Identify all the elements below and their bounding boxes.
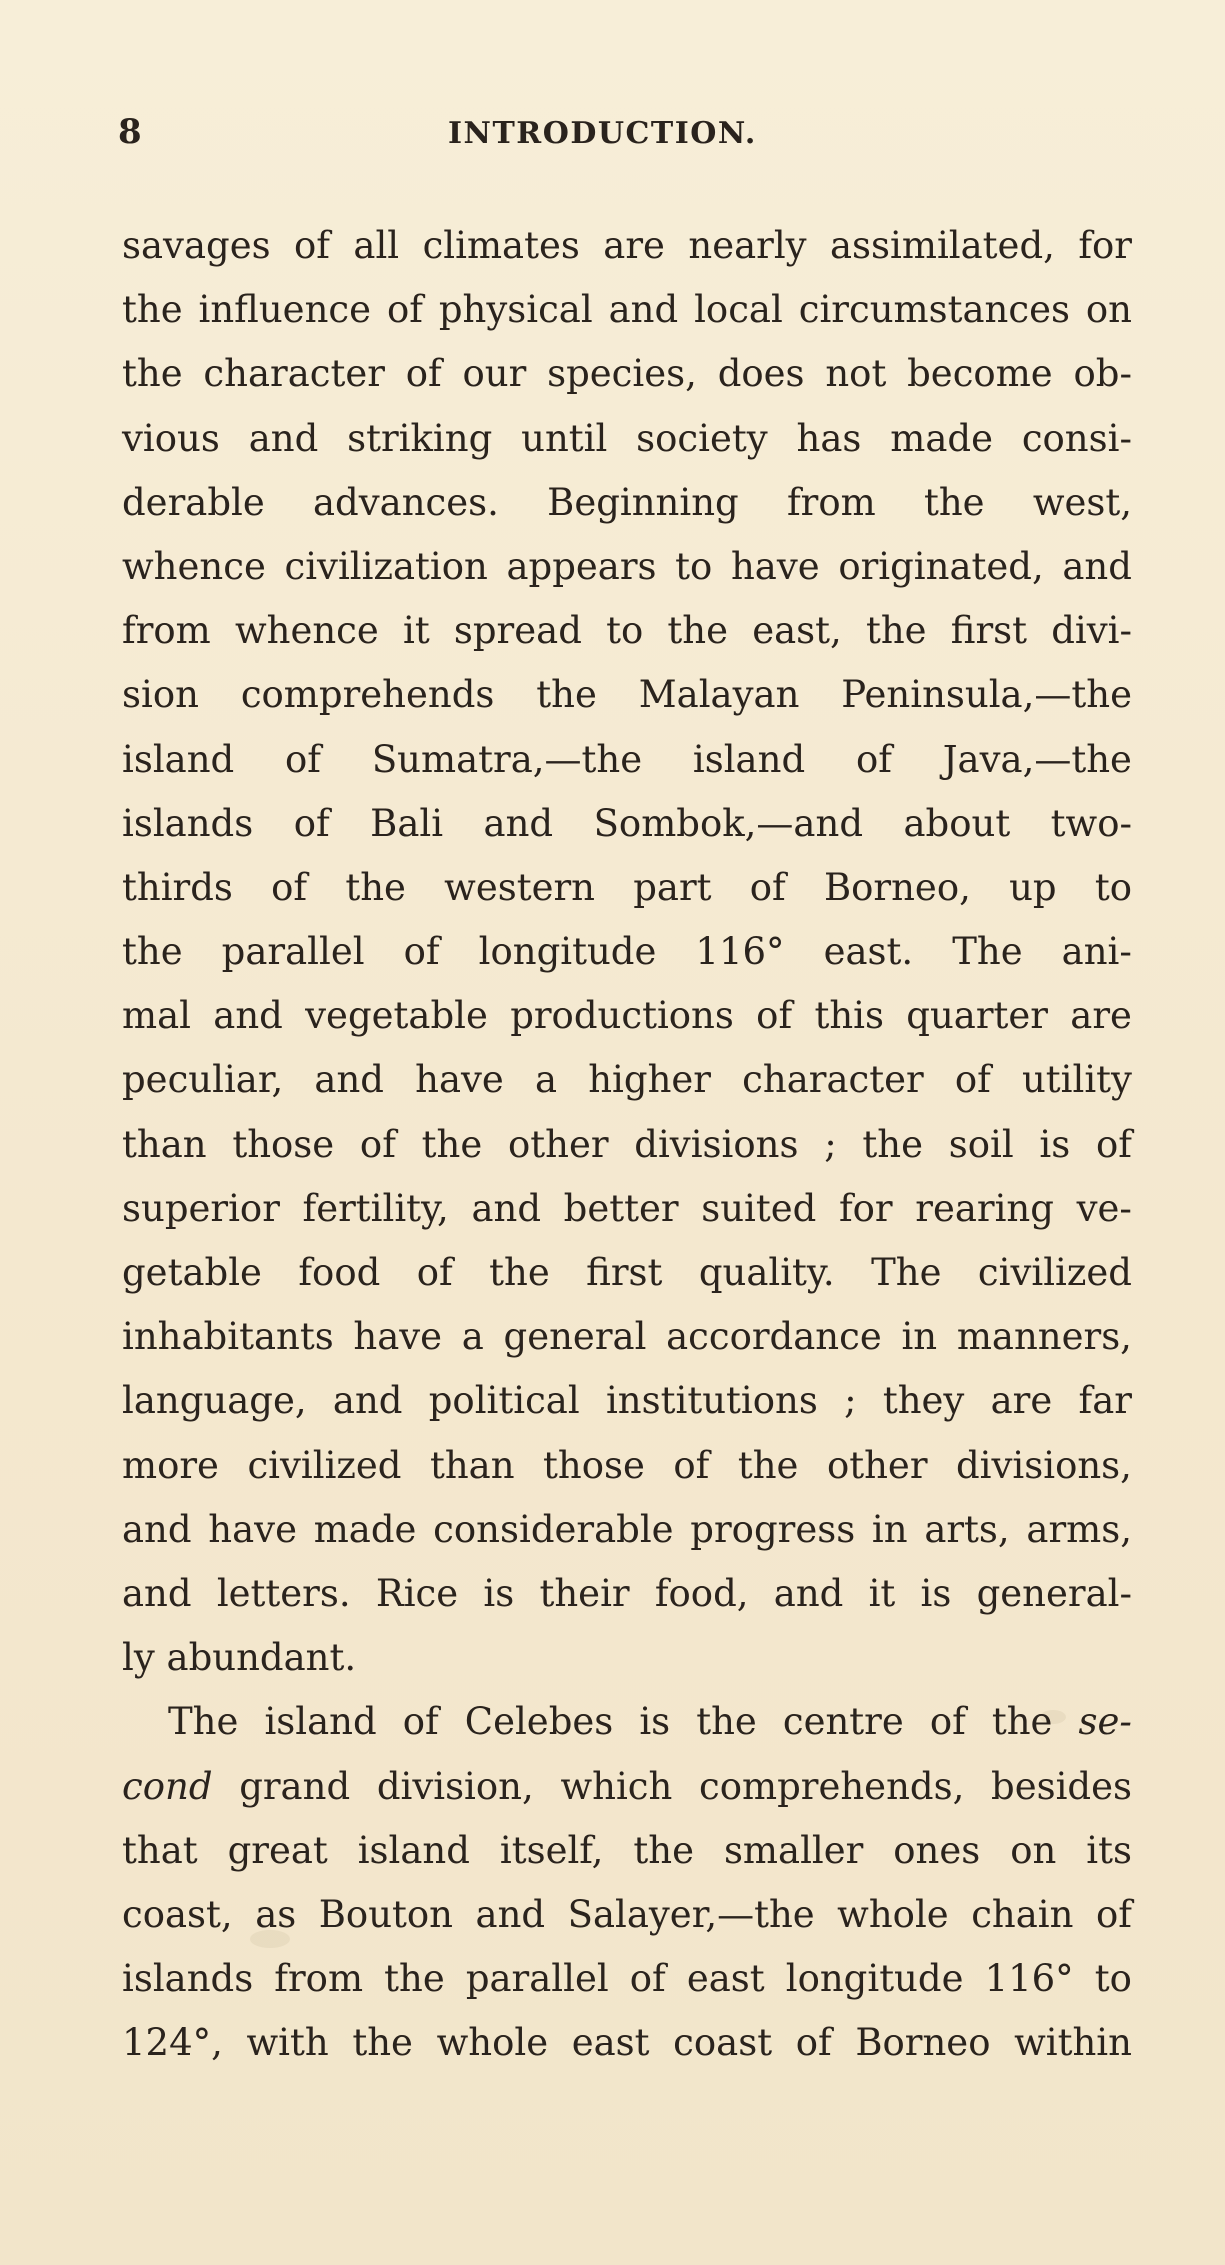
text-line — [122, 1819, 1132, 1883]
text-line — [122, 1177, 1132, 1241]
word: about — [903, 801, 1011, 845]
word: Borneo — [855, 2021, 991, 2065]
word: the — [122, 288, 183, 332]
word: civilized — [977, 1251, 1132, 1294]
word: whence — [122, 544, 266, 588]
word: made — [890, 416, 993, 460]
word: which — [560, 1764, 673, 1808]
word: island — [692, 737, 806, 781]
word: institutions — [605, 1379, 818, 1423]
word: the — [421, 1122, 483, 1166]
word: mal — [122, 994, 191, 1038]
word: the — [384, 1957, 445, 2001]
word: Borneo, — [823, 865, 971, 909]
word: striking — [347, 416, 493, 460]
word: are — [603, 224, 665, 267]
word: great — [227, 1828, 328, 1872]
word: ; — [844, 1379, 857, 1423]
word: longitude — [785, 1957, 964, 2001]
text-line — [122, 1434, 1132, 1498]
word: of — [855, 737, 892, 781]
word: for — [838, 1186, 893, 1230]
text-line — [122, 792, 1132, 856]
word: on — [1085, 288, 1132, 332]
word: whole — [436, 2021, 549, 2065]
text-line — [122, 1113, 1132, 1177]
word: of — [271, 865, 308, 909]
word: on — [1010, 1828, 1057, 1872]
text-line — [122, 1048, 1132, 1112]
word: than — [122, 1122, 207, 1166]
word: and — [471, 1186, 542, 1230]
word: within — [1014, 2021, 1132, 2065]
word: division, — [376, 1764, 534, 1808]
page-header — [0, 112, 1225, 172]
word: language, — [122, 1379, 307, 1423]
word: the — [696, 1700, 757, 1744]
text-line — [122, 535, 1132, 599]
word: than — [429, 1443, 515, 1487]
word: ob- — [1073, 352, 1132, 396]
word: derable — [122, 480, 265, 524]
word: they — [882, 1379, 965, 1423]
word: assimilated, — [830, 224, 1055, 267]
text-line — [122, 1562, 1132, 1626]
word: civilized — [247, 1443, 402, 1487]
word: arms, — [1026, 1507, 1132, 1551]
text-line — [122, 856, 1132, 920]
word: ly — [122, 1636, 155, 1680]
text-line — [122, 663, 1132, 727]
word: vious — [122, 416, 220, 460]
word: whole — [837, 1892, 949, 1936]
word: made — [313, 1507, 417, 1551]
word: grand — [239, 1764, 351, 1808]
word: divi- — [1051, 609, 1132, 653]
word: to — [675, 544, 713, 588]
word: are — [990, 1379, 1053, 1423]
text-line — [122, 278, 1132, 342]
word: become — [907, 352, 1053, 396]
word: whence — [234, 609, 379, 653]
word: those — [543, 1443, 645, 1487]
word: part — [633, 865, 712, 909]
word: of — [403, 930, 440, 974]
word: and — [773, 1571, 844, 1615]
text-line — [122, 984, 1132, 1048]
text-line — [122, 2011, 1132, 2075]
word: The — [168, 1700, 239, 1744]
word: of — [359, 1122, 396, 1166]
word: Salayer,—the — [567, 1892, 815, 1936]
word: se- — [1078, 1700, 1132, 1744]
word: western — [444, 865, 595, 909]
word: general- — [976, 1571, 1132, 1615]
word: does — [717, 352, 805, 396]
text-line — [122, 1369, 1132, 1433]
word: have — [730, 544, 820, 588]
word: and — [483, 801, 554, 845]
word: are — [1070, 994, 1132, 1038]
word: for — [1078, 224, 1132, 267]
word: the — [352, 2021, 413, 2065]
word: those — [232, 1122, 335, 1166]
word: comprehends, — [699, 1764, 965, 1808]
word: and — [122, 1507, 192, 1551]
word: sion — [122, 673, 199, 717]
word: ; — [824, 1122, 837, 1166]
word: from — [274, 1957, 364, 2001]
word: the — [122, 352, 183, 396]
text-line — [122, 1498, 1132, 1562]
word: parallel — [465, 1957, 609, 2001]
text-line — [122, 920, 1132, 984]
word: itself, — [499, 1828, 604, 1872]
word: up — [1009, 865, 1057, 909]
word: longitude — [478, 930, 657, 974]
word: influence — [198, 288, 372, 332]
word: far — [1078, 1379, 1132, 1423]
word: of — [285, 737, 322, 781]
word: soil — [948, 1122, 1014, 1166]
word: and — [122, 1571, 192, 1615]
word: that — [122, 1828, 198, 1872]
word: centre — [782, 1700, 904, 1744]
text-line — [122, 471, 1132, 535]
word: comprehends — [240, 673, 495, 717]
word: its — [1086, 1828, 1132, 1872]
word: of — [294, 224, 330, 267]
word: of — [386, 288, 423, 332]
word: besides — [991, 1764, 1132, 1808]
word: the — [489, 1251, 550, 1294]
word: first — [950, 609, 1028, 653]
word: coast, — [122, 1892, 233, 1936]
word: their — [539, 1571, 630, 1615]
word: chain — [971, 1892, 1074, 1936]
word: Bali — [370, 801, 444, 845]
word: utility — [1021, 1058, 1132, 1102]
word: political — [428, 1379, 580, 1423]
text-line — [122, 407, 1132, 471]
word: the — [536, 673, 597, 717]
word: the — [865, 609, 927, 653]
word: Peninsula,—the — [841, 673, 1132, 717]
word: is — [1039, 1122, 1071, 1166]
word: the — [345, 865, 406, 909]
word: not — [825, 352, 887, 396]
word: east. — [823, 930, 914, 974]
word: better — [563, 1186, 679, 1230]
word: other — [507, 1122, 609, 1166]
word: divisions — [634, 1122, 799, 1166]
word: and — [332, 1379, 403, 1423]
word: Sumatra,—the — [371, 737, 643, 781]
word: the — [737, 1443, 799, 1487]
word: suited — [701, 1186, 817, 1230]
word: vegetable — [305, 994, 488, 1038]
word: climates — [422, 224, 580, 267]
word: Beginning — [547, 480, 739, 524]
word: Rice — [375, 1571, 459, 1615]
word: from — [122, 609, 211, 653]
word: physical — [438, 288, 593, 332]
text-line — [122, 1626, 1132, 1690]
word: quarter — [906, 994, 1048, 1038]
word: this — [814, 994, 884, 1038]
word: islands — [122, 1957, 254, 2001]
word: getable — [122, 1251, 262, 1294]
word: parallel — [221, 930, 365, 974]
word: have — [415, 1058, 504, 1102]
word: advances. — [312, 480, 499, 524]
word: character — [203, 352, 385, 396]
text-line — [122, 1305, 1132, 1369]
word: from — [786, 480, 876, 524]
word: it — [868, 1571, 896, 1615]
word: manners, — [956, 1315, 1132, 1359]
word: the — [862, 1122, 923, 1166]
word: and — [608, 288, 679, 332]
word: island — [264, 1700, 377, 1744]
word: arts, — [924, 1507, 1010, 1551]
word: until — [521, 416, 608, 460]
word: of — [416, 1251, 453, 1294]
word: with — [246, 2021, 329, 2065]
word: of — [405, 352, 442, 396]
word: 116° — [695, 930, 785, 974]
word: east — [686, 1957, 765, 2001]
word: our — [462, 352, 527, 396]
word: food — [298, 1251, 381, 1294]
word: have — [208, 1507, 297, 1551]
word: the — [991, 1700, 1053, 1744]
word: progress — [690, 1507, 856, 1551]
word: other — [826, 1443, 928, 1487]
word: savages — [122, 224, 271, 267]
word: first — [586, 1251, 663, 1294]
word: and — [248, 416, 319, 460]
word: and — [1062, 544, 1132, 588]
word: west, — [1032, 480, 1132, 524]
word: and — [213, 994, 283, 1038]
word: to — [1094, 865, 1132, 909]
text-line — [122, 342, 1132, 406]
word: of — [293, 801, 330, 845]
word: and — [475, 1892, 546, 1936]
word: considerable — [433, 1507, 674, 1551]
word: consi- — [1021, 416, 1132, 460]
word: The — [952, 930, 1023, 974]
word: food, — [654, 1571, 749, 1615]
word: more — [122, 1443, 219, 1487]
word: appears — [506, 544, 657, 588]
word: island — [122, 737, 235, 781]
word: general — [503, 1315, 647, 1359]
word: thirds — [122, 865, 233, 909]
word: ones — [893, 1828, 981, 1872]
word: and — [314, 1058, 384, 1102]
word: of — [673, 1443, 710, 1487]
text-line — [122, 728, 1132, 792]
word: Bouton — [318, 1892, 454, 1936]
word: productions — [510, 994, 734, 1038]
word: cond — [122, 1764, 213, 1808]
word: character — [742, 1058, 924, 1102]
word: smaller — [723, 1828, 864, 1872]
word: of — [629, 1957, 666, 2001]
word: 124°, — [122, 2021, 223, 2065]
word: Celebes — [464, 1700, 614, 1744]
word: of — [1095, 1892, 1132, 1936]
word: in — [901, 1315, 938, 1359]
word: islands — [122, 801, 254, 845]
word: ani- — [1061, 930, 1132, 974]
word: as — [255, 1892, 297, 1936]
word: two- — [1050, 801, 1132, 845]
word: in — [871, 1507, 908, 1551]
word: Malayan — [638, 673, 800, 717]
word: of — [749, 865, 786, 909]
word: 116° — [984, 1957, 1074, 2001]
word: the — [923, 480, 985, 524]
word: divisions, — [956, 1443, 1132, 1487]
word: has — [796, 416, 862, 460]
word: east — [571, 2021, 650, 2065]
text-line — [122, 1947, 1132, 2011]
word: of — [402, 1700, 439, 1744]
text-line — [122, 1690, 1132, 1754]
text-line — [122, 214, 1132, 278]
word: superior — [122, 1186, 280, 1230]
text-line — [122, 1241, 1132, 1305]
word: originated, — [838, 544, 1044, 588]
word: The — [871, 1251, 942, 1294]
page-number: 8 — [118, 112, 143, 152]
word: to — [1094, 1957, 1132, 2001]
word: of — [929, 1700, 966, 1744]
word: Java,—the — [942, 737, 1132, 781]
word: spread — [453, 609, 582, 653]
word: society — [636, 416, 768, 460]
word: it — [402, 609, 430, 653]
word: of — [1095, 1122, 1132, 1166]
running-head: INTRODUCTION. — [448, 116, 757, 151]
word: rearing — [915, 1186, 1054, 1230]
word: is — [483, 1571, 515, 1615]
word: species, — [547, 352, 697, 396]
word: a — [535, 1058, 558, 1102]
text-line — [122, 1883, 1132, 1947]
word: civilization — [284, 544, 488, 588]
word: the — [633, 1828, 694, 1872]
word: of — [954, 1058, 991, 1102]
word: Sombok,—and — [593, 801, 864, 845]
word: coast — [673, 2021, 773, 2065]
word: all — [353, 224, 400, 267]
word: island — [357, 1828, 470, 1872]
word: higher — [588, 1058, 711, 1102]
word: a — [461, 1315, 484, 1359]
word: fertility, — [302, 1186, 449, 1230]
text-line — [122, 599, 1132, 663]
word: is — [639, 1700, 671, 1744]
word: is — [920, 1571, 952, 1615]
word: nearly — [688, 224, 807, 267]
word: peculiar, — [122, 1058, 284, 1102]
text-line — [122, 1755, 1132, 1819]
word: letters. — [216, 1571, 351, 1615]
word: the — [122, 930, 183, 974]
word: east, — [752, 609, 842, 653]
word: of — [756, 994, 793, 1038]
word: quality. — [698, 1251, 835, 1294]
word: accordance — [666, 1315, 882, 1359]
body-text — [122, 214, 1132, 2075]
word: have — [353, 1315, 443, 1359]
word: abundant. — [166, 1636, 357, 1680]
word: of — [795, 2021, 832, 2065]
word: inhabitants — [122, 1315, 334, 1359]
word: ve- — [1076, 1186, 1132, 1230]
word: to — [606, 609, 644, 653]
word: the — [667, 609, 729, 653]
word: circumstances — [798, 288, 1070, 332]
word: local — [694, 288, 783, 332]
